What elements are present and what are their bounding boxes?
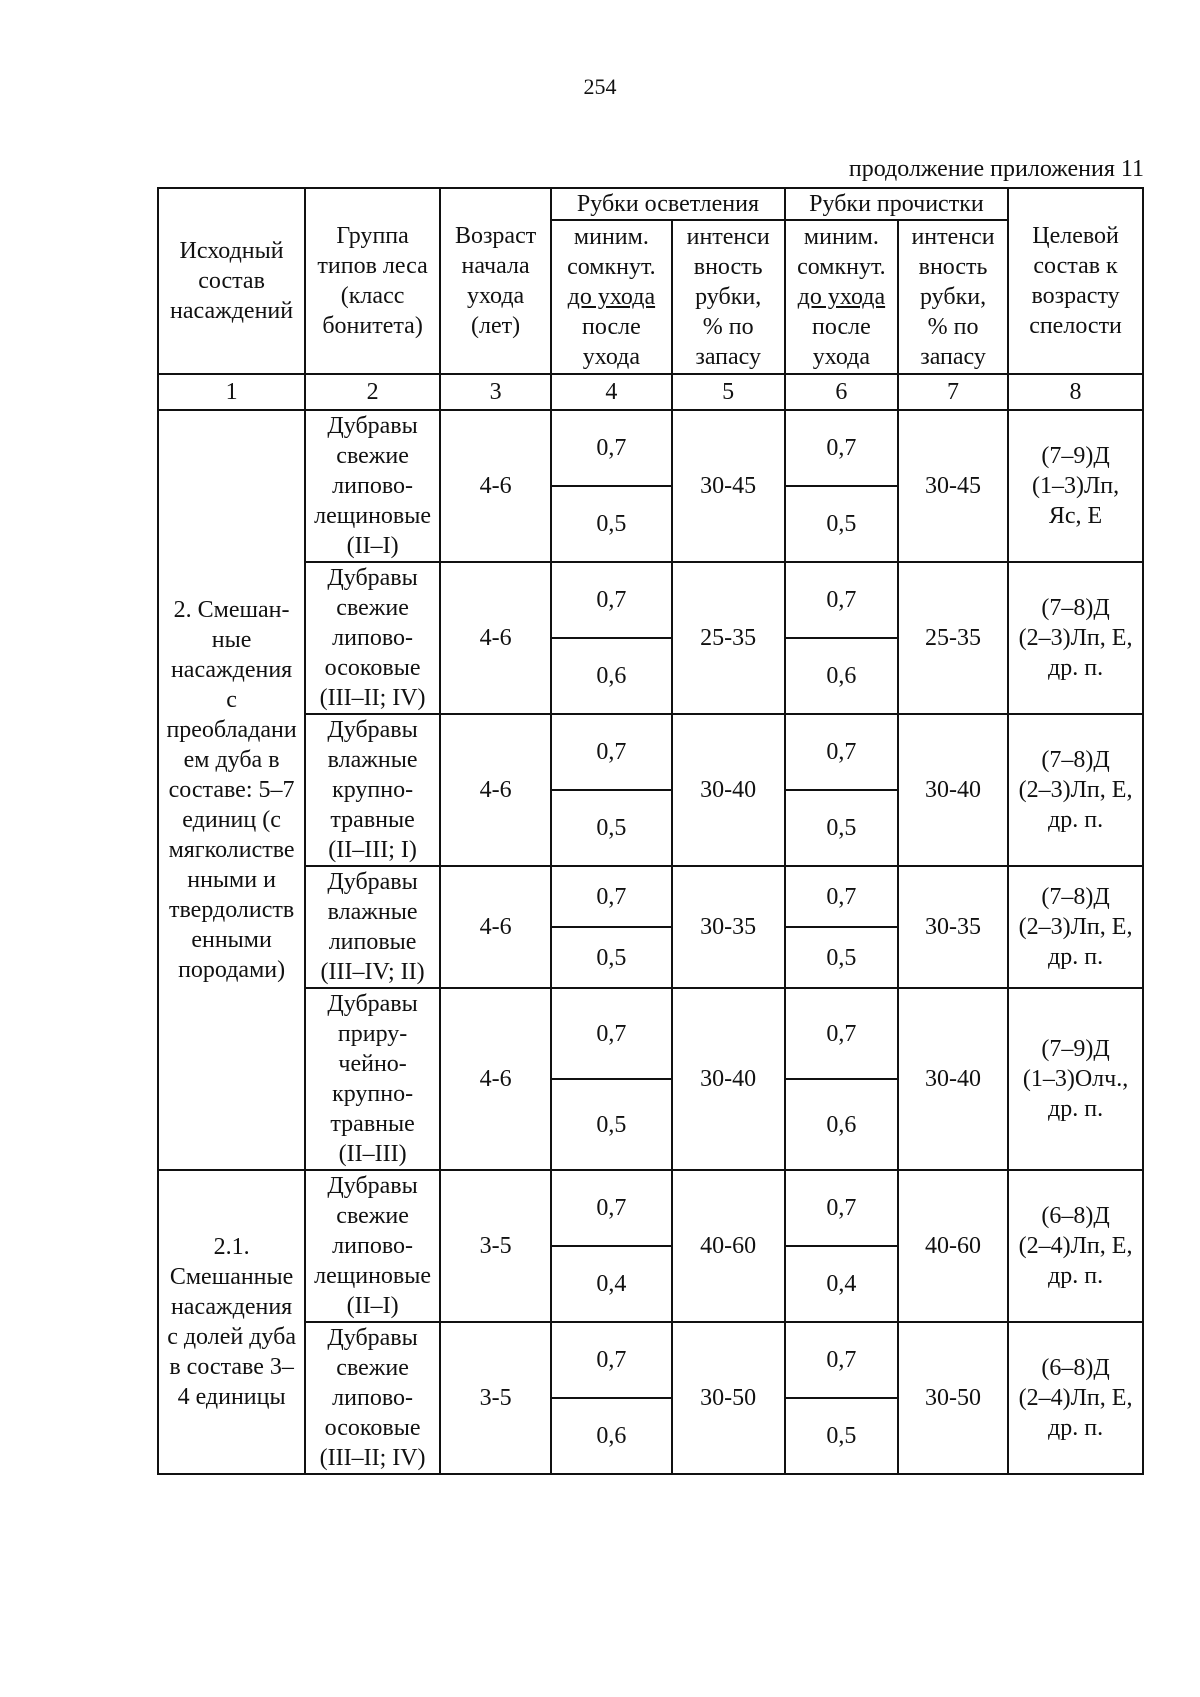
forest-care-table — [157, 187, 1144, 1475]
forest-type-cell: Дубравы влажные крупно- травные (II–III; I) — [305, 714, 440, 866]
care-age-cell: 4-6 — [440, 562, 551, 714]
clean-intensity-cell: 30-50 — [898, 1322, 1008, 1474]
light-intensity-cell: 30-40 — [672, 714, 785, 866]
closure-before-value: 0,7 — [786, 563, 897, 639]
target-composition-cell: (7–9)Д (1–3)Олч., др. п. — [1008, 988, 1143, 1170]
column-number: 2 — [305, 374, 440, 410]
header-forest-type-group: Группа типов леса (класс бонитета) — [305, 188, 440, 374]
closure-before-value: 0,7 — [786, 989, 897, 1080]
table-row — [158, 1322, 1143, 1474]
column-number: 7 — [898, 374, 1008, 410]
care-age-cell: 3-5 — [440, 1322, 551, 1474]
light-intensity-cell: 30-50 — [672, 1322, 785, 1474]
closure-after-value: 0,6 — [826, 1111, 857, 1138]
closure-after-value: 0,5 — [826, 944, 857, 971]
column-number: 8 — [1008, 374, 1143, 410]
target-composition-cell: (6–8)Д (2–4)Лп, Е, др. п. — [1008, 1322, 1143, 1474]
closure-after-value: 0,5 — [826, 815, 857, 841]
header-target-composition: Целевой состав к возрасту спелости — [1008, 188, 1143, 374]
header-clean-intensity: интенси вность рубки, % по запасу — [898, 220, 1008, 374]
closure-before-value: 0,7 — [786, 715, 897, 791]
light-closure-cell — [551, 410, 671, 562]
clean-closure-cell — [785, 410, 898, 562]
closure-after-value: 0,5 — [826, 511, 857, 537]
table-row — [158, 1170, 1143, 1322]
light-closure-cell — [551, 988, 671, 1170]
closure-before-value: 0,7 — [552, 867, 670, 928]
header-light-intensity: интенси вность рубки, % по запасу — [672, 220, 785, 374]
closure-before-value: 0,7 — [786, 411, 897, 487]
forest-type-cell: Дубравы свежие липово- лещиновые (II–I) — [305, 1170, 440, 1322]
column-number: 3 — [440, 374, 551, 410]
closure-after-value: 0,4 — [826, 1271, 857, 1297]
clean-closure-cell — [785, 1322, 898, 1474]
light-intensity-cell: 40-60 — [672, 1170, 785, 1322]
target-composition-cell: (7–8)Д (2–3)Лп, Е, др. п. — [1008, 714, 1143, 866]
clean-closure-cell — [785, 866, 898, 988]
clean-closure-cell — [785, 988, 898, 1170]
closure-before-value: 0,7 — [552, 411, 670, 487]
light-intensity-cell: 30-45 — [672, 410, 785, 562]
closure-after-value: 0,6 — [596, 663, 627, 689]
initial-composition-cell: 2. Смешан- ные насаждения с преобладани ем дуба в составе: 5–7 единиц (с мягколистве нными и твердолиств енными породами) — [158, 410, 305, 1170]
header-light-min-closure: миним. сомкнут. до ухода после ухода — [551, 220, 671, 374]
closure-before-value: 0,7 — [552, 715, 670, 791]
care-age-cell: 3-5 — [440, 1170, 551, 1322]
closure-after-value: 0,5 — [596, 1111, 627, 1138]
care-age-cell: 4-6 — [440, 988, 551, 1170]
clean-intensity-cell: 30-40 — [898, 988, 1008, 1170]
closure-after-value: 0,5 — [596, 944, 627, 971]
closure-after-value: 0,4 — [596, 1271, 627, 1297]
clean-intensity-cell: 30-45 — [898, 410, 1008, 562]
light-intensity-cell: 30-40 — [672, 988, 785, 1170]
target-composition-cell: (7–8)Д (2–3)Лп, Е, др. п. — [1008, 866, 1143, 988]
page-number: 254 — [583, 74, 617, 99]
header-light-cutting: Рубки осветления — [551, 188, 785, 220]
closure-before-value: 0,7 — [786, 1323, 897, 1399]
forest-type-cell: Дубравы свежие липово- осоковые (III–II; IV) — [305, 1322, 440, 1474]
closure-before-value: 0,7 — [786, 1171, 897, 1247]
clean-closure-cell — [785, 562, 898, 714]
target-composition-cell: (7–8)Д (2–3)Лп, Е, др. п. — [1008, 562, 1143, 714]
care-age-cell: 4-6 — [440, 410, 551, 562]
table-row — [158, 410, 1143, 562]
clean-intensity-cell: 25-35 — [898, 562, 1008, 714]
closure-after-value: 0,5 — [596, 815, 627, 841]
target-composition-cell: (6–8)Д (2–4)Лп, Е, др. п. — [1008, 1170, 1143, 1322]
closure-after-value: 0,6 — [596, 1423, 627, 1449]
light-closure-cell — [551, 714, 671, 866]
light-intensity-cell: 30-35 — [672, 866, 785, 988]
header-care-start-age: Возраст начала ухода (лет) — [440, 188, 551, 374]
forest-type-cell: Дубравы свежие липово- лещиновые (II–I) — [305, 410, 440, 562]
closure-before-value: 0,7 — [552, 1323, 670, 1399]
light-closure-cell — [551, 866, 671, 988]
continuation-caption: продолжение приложения 11 — [848, 156, 1144, 182]
closure-before-value: 0,7 — [552, 989, 670, 1080]
table-row — [158, 714, 1143, 866]
clean-intensity-cell: 30-40 — [898, 714, 1008, 866]
initial-composition-cell: 2.1. Смешанные насаждения с долей дуба в составе 3– 4 единицы — [158, 1170, 305, 1474]
clean-intensity-cell: 40-60 — [898, 1170, 1008, 1322]
closure-before-value: 0,7 — [786, 867, 897, 928]
clean-closure-cell — [785, 1170, 898, 1322]
closure-before-value: 0,7 — [552, 1171, 670, 1247]
column-number: 5 — [672, 374, 785, 410]
forest-type-cell: Дубравы приру- чейно- крупно- травные (II–III) — [305, 988, 440, 1170]
table-row — [158, 866, 1143, 988]
header-initial-composition: Исходный состав насаждений — [158, 188, 305, 374]
light-closure-cell — [551, 1170, 671, 1322]
clean-closure-cell — [785, 714, 898, 866]
closure-after-value: 0,6 — [826, 663, 857, 689]
header-clean-cutting: Рубки прочистки — [785, 188, 1008, 220]
table-row — [158, 562, 1143, 714]
light-closure-cell — [551, 562, 671, 714]
closure-before-value: 0,7 — [552, 563, 670, 639]
closure-after-value: 0,5 — [826, 1423, 857, 1449]
column-number-row — [158, 374, 1143, 410]
forest-type-cell: Дубравы свежие липово- осоковые (III–II; IV) — [305, 562, 440, 714]
closure-after-value: 0,5 — [596, 511, 627, 537]
light-intensity-cell: 25-35 — [672, 562, 785, 714]
table-row — [158, 988, 1143, 1170]
care-age-cell: 4-6 — [440, 866, 551, 988]
header-clean-min-closure: миним. сомкнут. до ухода после ухода — [785, 220, 898, 374]
light-closure-cell — [551, 1322, 671, 1474]
care-age-cell: 4-6 — [440, 714, 551, 866]
target-composition-cell: (7–9)Д (1–3)Лп, Яс, Е — [1008, 410, 1143, 562]
column-number: 1 — [158, 374, 305, 410]
column-number: 4 — [551, 374, 671, 410]
forest-type-cell: Дубравы влажные липовые (III–IV; II) — [305, 866, 440, 988]
clean-intensity-cell: 30-35 — [898, 866, 1008, 988]
column-number: 6 — [785, 374, 898, 410]
